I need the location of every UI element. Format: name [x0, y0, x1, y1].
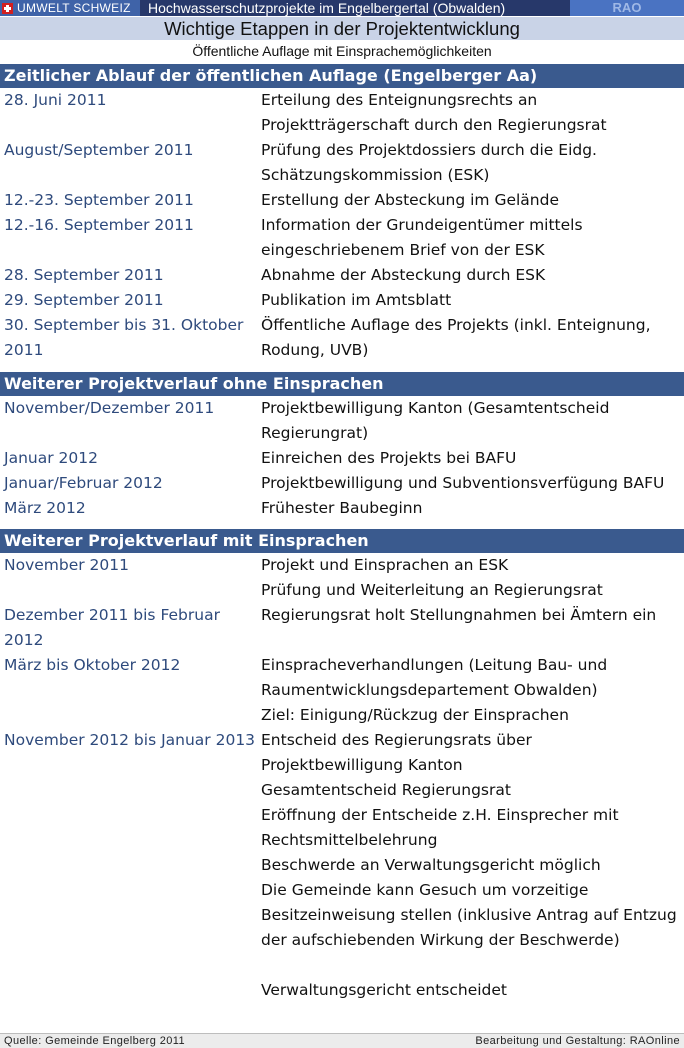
row-description: Gesamtentscheid Regierungsrat: [261, 781, 511, 799]
timeline-row: [0, 88, 684, 138]
page-title: Wichtige Etappen in der Projektentwicklung: [0, 17, 684, 40]
timeline-row: [0, 778, 684, 803]
spacer: [0, 953, 684, 978]
timeline-row: [0, 553, 684, 578]
timeline-row: [0, 263, 684, 288]
timeline-row: [0, 978, 684, 1003]
timeline-row: [0, 446, 684, 471]
row-description: Öffentliche Auflage des Projekts (inkl. Enteignung, Rodung, UVB): [261, 316, 651, 359]
timeline-row: [0, 213, 684, 263]
row-description: Projekt und Einsprachen an ESK: [261, 556, 509, 574]
row-description: Eröffnung der Entscheide z.H. Einsprecher mit Rechtsmittelbelehrung: [261, 806, 619, 849]
row-description: Prüfung des Projektdossiers durch die Eidg. Schätzungskommission (ESK): [261, 141, 597, 184]
row-date: 29. September 2011: [4, 291, 164, 309]
timeline-row: [0, 703, 684, 728]
row-date: August/September 2011: [4, 141, 194, 159]
footer-source: Quelle: Gemeinde Engelberg 2011: [4, 1035, 185, 1047]
row-description: Abnahme der Absteckung durch ESK: [261, 266, 546, 284]
row-description: Regierungsrat holt Stellungnahmen bei Ämtern ein: [261, 606, 657, 624]
row-description: Die Gemeinde kann Gesuch um vorzeitige Besitzeinweisung stellen (inklusive Antrag auf Entzug der aufschiebenden Wirkung der Beschwerde): [261, 881, 677, 949]
row-date: November/Dezember 2011: [4, 399, 215, 417]
timeline-row: [0, 313, 684, 363]
row-date: 28. Juni 2011: [4, 91, 107, 109]
row-date: 12.-23. September 2011: [4, 191, 194, 209]
page-subtitle: Öffentliche Auflage mit Einsprachemöglichkeiten: [192, 43, 492, 59]
row-description: Erstellung der Absteckung im Gelände: [261, 191, 560, 209]
footer-credit: Bearbeitung und Gestaltung: RAOnline: [475, 1035, 680, 1047]
timeline-row: [0, 496, 684, 521]
timeline-row: [0, 878, 684, 953]
row-description: Beschwerde an Verwaltungsgericht möglich: [261, 856, 601, 874]
timeline-row: [0, 471, 684, 496]
section-public-display: [0, 64, 684, 363]
row-description: Einreichen des Projekts bei BAFU: [261, 449, 517, 467]
timeline-row: [0, 396, 684, 446]
timeline-row: [0, 653, 684, 703]
row-description: Prüfung und Weiterleitung an Regierungsrat: [261, 581, 603, 599]
section-heading: Zeitlicher Ablauf der öffentlichen Auflage (Engelberger Aa): [0, 64, 684, 88]
row-date: 28. September 2011: [4, 266, 164, 284]
row-date: Dezember 2011 bis Februar 2012: [4, 606, 220, 649]
row-description: Information der Grundeigentümer mittels eingeschriebenem Brief von der ESK: [261, 216, 583, 259]
row-date: November 2011: [4, 556, 130, 574]
section-heading: Weiterer Projektverlauf ohne Einsprachen: [0, 372, 684, 396]
row-date: [0, 778, 258, 803]
timeline-row: [0, 603, 684, 653]
row-description: Publikation im Amtsblatt: [261, 291, 452, 309]
timeline-row: [0, 288, 684, 313]
section-with-objections: [0, 529, 684, 1003]
row-date: Januar/Februar 2012: [4, 474, 163, 492]
row-description: Projektbewilligung Kanton: [261, 756, 463, 774]
section-heading: Weiterer Projektverlauf mit Einsprachen: [0, 529, 684, 553]
row-date: [0, 703, 258, 728]
row-date: [0, 803, 258, 853]
timeline-row: [0, 138, 684, 188]
row-date: [0, 578, 258, 603]
section-without-objections: [0, 372, 684, 521]
row-date: 12.-16. September 2011: [4, 216, 194, 234]
row-date: Januar 2012: [4, 449, 98, 467]
row-description: Projektbewilligung Kanton (Gesamtentscheid Regierungrat): [261, 399, 610, 442]
timeline-row: [0, 853, 684, 878]
row-date: März bis Oktober 2012: [4, 656, 181, 674]
top-banner: [0, 0, 684, 16]
row-date: November 2012 bis Januar 2013: [4, 731, 256, 749]
row-description: Frühester Baubeginn: [261, 499, 423, 517]
rao-link[interactable]: RAO: [570, 0, 684, 16]
row-description: Erteilung des Enteignungsrechts an Projektträgerschaft durch den Regierungsrat: [261, 91, 607, 134]
row-date: [0, 978, 258, 1003]
project-title-bar: Hochwasserschutzprojekte im Engelbergertal (Obwalden): [140, 0, 570, 16]
row-description: Ziel: Einigung/Rückzug der Einsprachen: [261, 706, 569, 724]
timeline-row: [0, 753, 684, 778]
timeline-row: [0, 188, 684, 213]
row-date: [0, 753, 258, 778]
row-date: März 2012: [4, 499, 86, 517]
swiss-flag-icon: [2, 3, 13, 14]
row-date: 30. September bis 31. Oktober 2011: [4, 316, 244, 359]
timeline-row: [0, 728, 684, 753]
row-date: [0, 878, 258, 953]
footer-bar: [0, 1033, 684, 1048]
brand-bar[interactable]: [0, 0, 140, 16]
row-description: Projektbewilligung und Subventionsverfügung BAFU: [261, 474, 665, 492]
timeline-row: [0, 803, 684, 853]
brand-label: UMWELT SCHWEIZ: [17, 1, 131, 15]
row-description: Einspracheverhandlungen (Leitung Bau- und Raumentwicklungsdepartement Obwalden): [261, 656, 608, 699]
row-description: Entscheid des Regierungsrats über: [261, 731, 532, 749]
timeline-row: [0, 578, 684, 603]
row-date: [0, 853, 258, 878]
row-description: Verwaltungsgericht entscheidet: [261, 981, 507, 999]
